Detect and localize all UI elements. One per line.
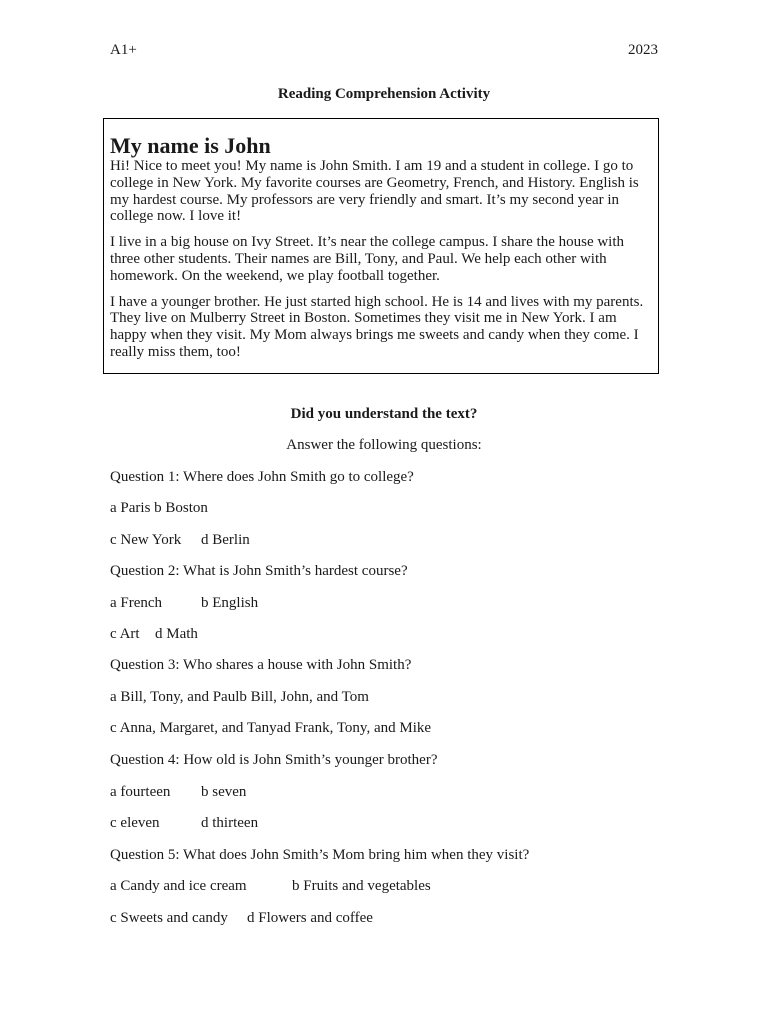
question-3-option-c[interactable]: c Anna, Margaret, and Tanya [110, 720, 284, 736]
question-4-option-c[interactable]: c eleven [110, 815, 160, 831]
question-4-options-row-2 [110, 815, 258, 832]
question-3-options-row-2 [110, 720, 431, 737]
year-label: 2023 [628, 42, 658, 58]
question-3-option-d[interactable]: d Frank, Tony, and Mike [283, 720, 432, 736]
question-2-option-c[interactable]: c Art [110, 626, 140, 642]
question-2-options-row-1 [110, 595, 258, 612]
question-5-option-c[interactable]: c Sweets and candy [110, 910, 228, 926]
question-1-option-d[interactable]: d Berlin [201, 532, 250, 548]
question-1: Question 1: Where does John Smith go to college? [110, 469, 414, 485]
question-5-options-row-2 [110, 910, 373, 927]
question-2: Question 2: What is John Smith’s hardest course? [110, 563, 408, 579]
page-title: Reading Comprehension Activity [277, 86, 491, 102]
story-heading: My name is John [110, 133, 271, 158]
question-4-option-a[interactable]: a fourteen [110, 784, 171, 800]
reading-passage-box [103, 118, 659, 374]
question-5: Question 5: What does John Smith’s Mom bring him when they visit? [110, 847, 530, 863]
question-2-option-d[interactable]: d Math [155, 626, 198, 642]
question-5-option-b[interactable]: b Fruits and vegetables [292, 878, 431, 894]
question-1-option-a[interactable]: a Paris [110, 500, 151, 516]
question-4-options-row-1 [110, 784, 246, 801]
question-2-option-a[interactable]: a French [110, 595, 163, 611]
question-1-option-b[interactable]: b Boston [154, 500, 208, 516]
question-4: Question 4: How old is John Smith’s younger brother? [110, 752, 438, 768]
question-1-option-c[interactable]: c New York [110, 532, 182, 548]
question-5-option-d[interactable]: d Flowers and coffee [247, 910, 373, 926]
story-paragraph-2: I live in a big house on Ivy Street. It’s near the college campus. I share the house with three other students. Their names are Bill, Tony, and Paul. We help each other with homework. On the weekend, we play football together. [110, 234, 625, 284]
question-4-option-b[interactable]: b seven [201, 784, 247, 800]
question-3-option-b[interactable]: b Bill, John, and Tom [239, 689, 369, 705]
question-3: Question 3: Who shares a house with John Smith? [110, 657, 412, 673]
story-paragraph-3: I have a younger brother. He just started high school. He is 14 and lives with my parents. They live on Mulberry Street in Boston. Sometimes they visit me in New York. I am happy when they visit. My Mom always brings me sweets and candy when they come. I really miss them, too! [110, 293, 644, 360]
quiz-title: Did you understand the text? [290, 406, 478, 422]
question-2-options-row-2 [110, 626, 198, 643]
question-5-options-row-1 [110, 878, 431, 895]
question-5-option-a[interactable]: a Candy and ice cream [110, 878, 247, 894]
question-1-options-row-2 [110, 532, 250, 549]
quiz-instructions: Answer the following questions: [286, 437, 482, 453]
story-paragraph-1: Hi! Nice to meet you! My name is John Smith. I am 19 and a student in college. I go to college in New York. My favorite courses are Geometry, French, and History. English is my hardest course. My professors are very friendly and smart. It’s my second year in college now. I love it! [110, 158, 639, 225]
question-1-options-row-1 [110, 500, 208, 517]
question-3-option-a[interactable]: a Bill, Tony, and Paul [110, 689, 240, 705]
question-3-options-row-1 [110, 689, 369, 706]
question-4-option-d[interactable]: d thirteen [201, 815, 259, 831]
question-2-option-b[interactable]: b English [201, 595, 259, 611]
level-label: A1+ [110, 42, 137, 58]
